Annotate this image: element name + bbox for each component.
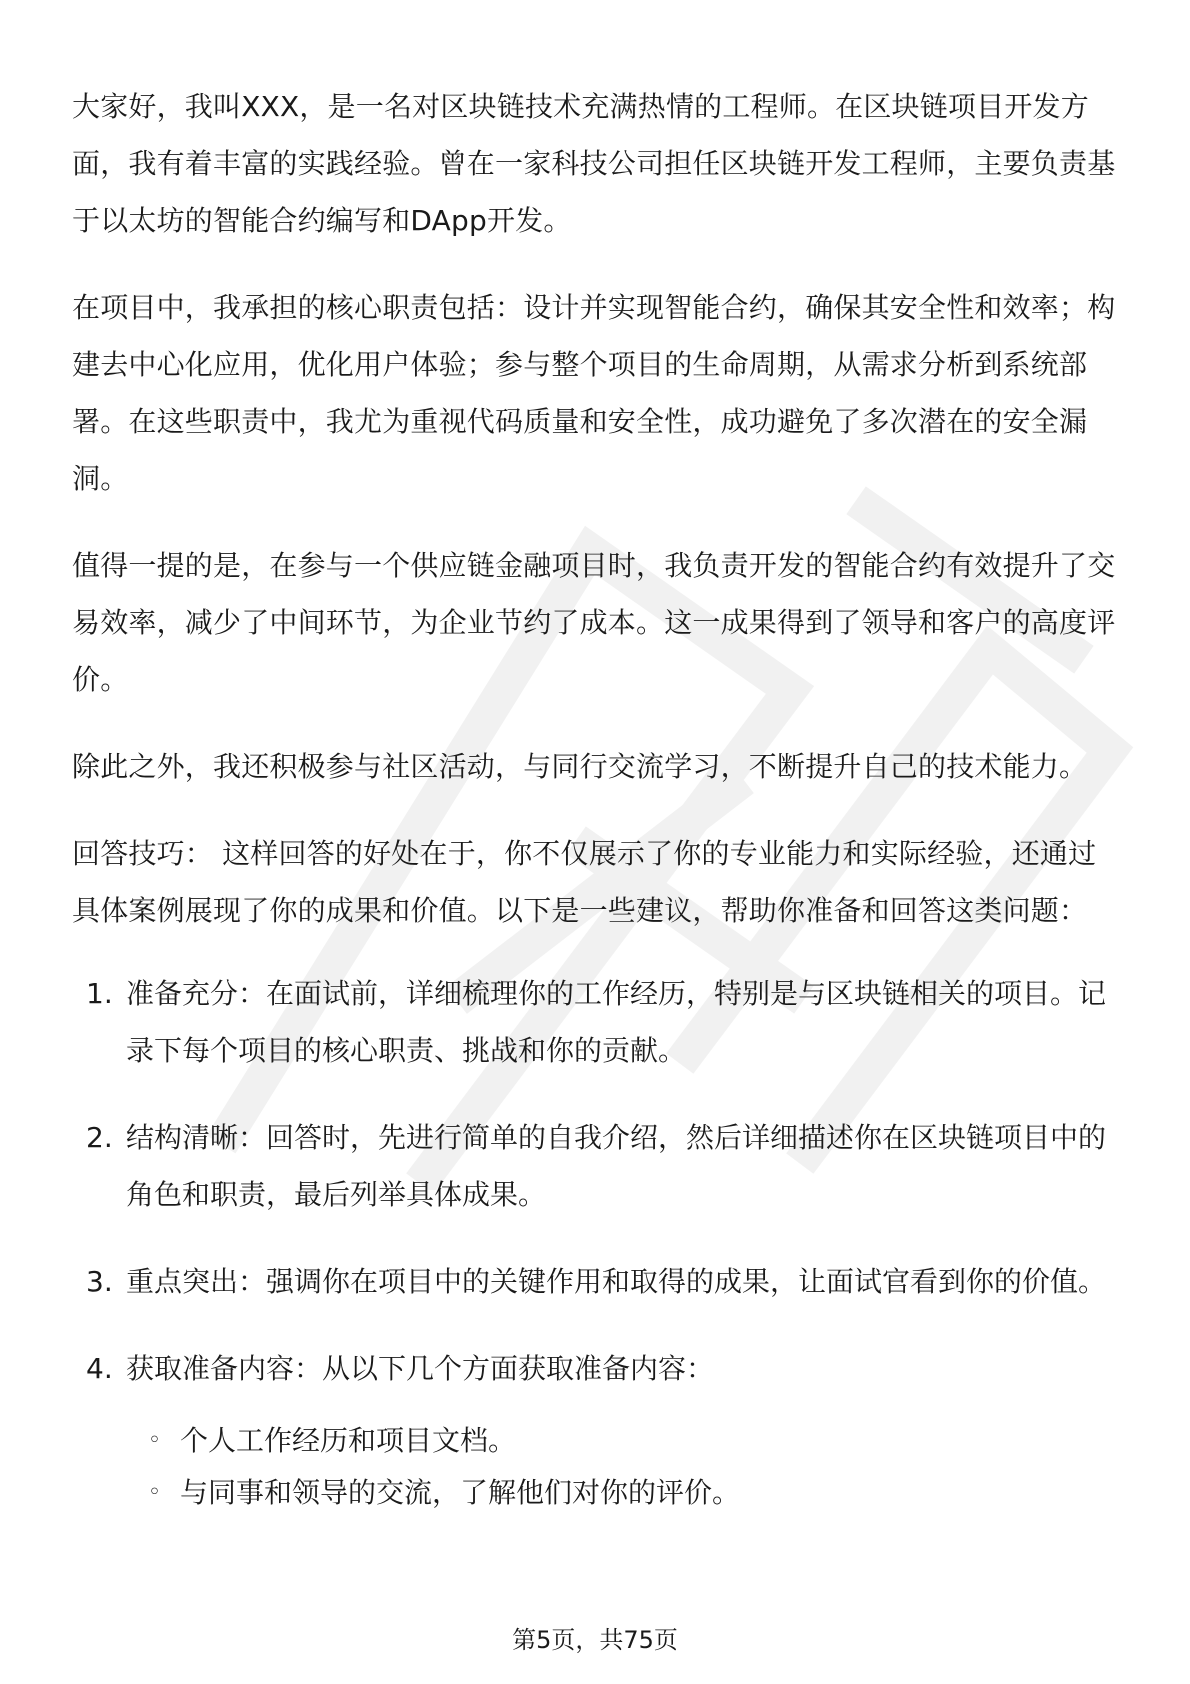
list-item <box>72 1340 1122 1519</box>
page-number: 第5页，共75页 <box>512 1626 678 1654</box>
paragraph-responsibilities: 在项目中，我承担的核心职责包括：设计并实现智能合约，确保其安全性和效率；构建去中心化应用，优化用户体验；参与整个项目的生命周期，从需求分析到系统部署。在这些职责中，我尤为重视代码质量和安全性，成功避免了多次潜在的安全漏洞。 <box>72 291 1116 495</box>
document-body <box>72 78 1122 1549</box>
sub-list-item <box>126 1467 1122 1519</box>
list-number: 3. <box>86 1265 113 1298</box>
paragraph-community: 除此之外，我还积极参与社区活动，与同行交流学习，不断提升自己的技术能力。 <box>72 750 1088 783</box>
list-number: 4. <box>86 1352 113 1385</box>
sub-list-item <box>126 1415 1122 1467</box>
bullet-icon: ◦ <box>148 1480 161 1505</box>
paragraph-achievement: 值得一提的是，在参与一个供应链金融项目时，我负责开发的智能合约有效提升了交易效率，减少了中间环节，为企业节约了成本。这一成果得到了领导和客户的高度评价。 <box>72 549 1116 696</box>
paragraph-intro: 大家好，我叫XXX，是一名对区块链技术充满热情的工程师。在区块链项目开发方面，我有着丰富的实践经验。曾在一家科技公司担任区块链开发工程师，主要负责基于以太坊的智能合约编写和DApp开发。 <box>72 90 1116 237</box>
list-item-text: 结构清晰：回答时，先进行简单的自我介绍，然后详细描述你在区块链项目中的角色和职责，最后列举具体成果。 <box>126 1121 1107 1211</box>
paragraph-answer-tips: 回答技巧： 这样回答的好处在于，你不仅展示了你的专业能力和实际经验，还通过具体案例展现了你的成果和价值。以下是一些建议，帮助你准备和回答这类问题： <box>72 837 1097 927</box>
tips-list <box>72 965 1122 1519</box>
list-number: 2. <box>86 1121 113 1154</box>
sub-list-item-text: 与同事和领导的交流，了解他们对你的评价。 <box>180 1476 741 1509</box>
list-item-text: 重点突出：强调你在项目中的关键作用和取得的成果，让面试官看到你的价值。 <box>126 1265 1107 1298</box>
bullet-icon: ◦ <box>148 1428 161 1453</box>
list-item <box>72 1253 1122 1310</box>
list-item <box>72 1109 1122 1223</box>
sub-list-item-text: 个人工作经历和项目文档。 <box>180 1424 517 1457</box>
list-item-text: 获取准备内容：从以下几个方面获取准备内容： <box>126 1352 715 1385</box>
list-item-text: 准备充分：在面试前，详细梳理你的工作经历，特别是与区块链相关的项目。记录下每个项目的核心职责、挑战和你的贡献。 <box>126 977 1107 1067</box>
sub-list <box>126 1415 1122 1519</box>
list-number: 1. <box>86 977 113 1010</box>
list-item <box>72 965 1122 1079</box>
